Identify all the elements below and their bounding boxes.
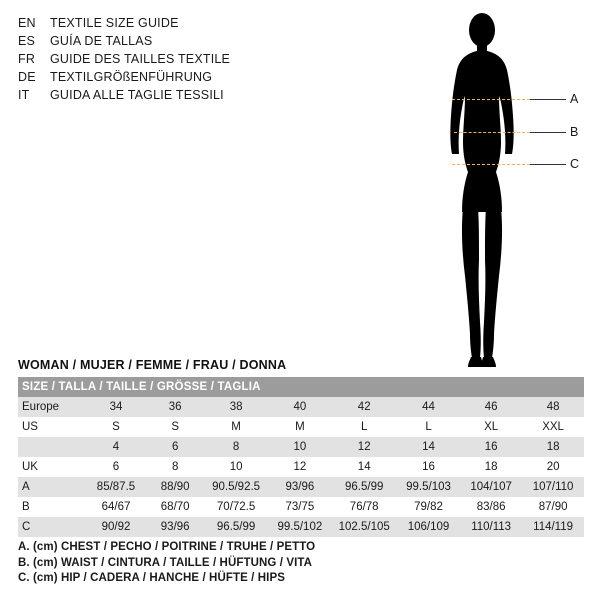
- cell-europe-0: 34: [86, 397, 147, 417]
- language-code-de: DE: [18, 70, 36, 84]
- table-row: [18, 457, 584, 477]
- legend-line-a: A. (cm) CHEST / PECHO / POITRINE / TRUHE / PETTO: [18, 541, 316, 553]
- cell-b-1: 68/70: [146, 497, 203, 517]
- language-title-block: [18, 14, 318, 104]
- cell-uk-0: 6: [86, 457, 147, 477]
- measure-line-b: [454, 132, 530, 133]
- cell-a-1: 88/90: [146, 477, 203, 497]
- row-label-europe: Europe: [18, 397, 86, 417]
- language-row-fr: [18, 50, 318, 68]
- woman-silhouette-icon: [432, 8, 592, 376]
- measure-line-c: [452, 164, 530, 165]
- cell-us-2: M: [204, 417, 268, 437]
- cell-usnum-0: 4: [86, 437, 147, 457]
- language-row-en: [18, 14, 318, 32]
- cell-a-2: 90.5/92.5: [204, 477, 268, 497]
- cell-uk-1: 8: [146, 457, 203, 477]
- table-row: [18, 437, 584, 457]
- row-label-us: US: [18, 417, 86, 437]
- language-title-en: TEXTILE SIZE GUIDE: [50, 16, 179, 30]
- table-row: [18, 397, 584, 417]
- table-row: [18, 417, 584, 437]
- cell-a-0: 85/87.5: [86, 477, 147, 497]
- cell-us-7: XXL: [522, 417, 584, 437]
- cell-uk-4: 14: [331, 457, 396, 477]
- cell-a-5: 99.5/103: [397, 477, 460, 497]
- cell-usnum-3: 10: [268, 437, 331, 457]
- cell-uk-6: 18: [460, 457, 522, 477]
- cell-c-7: 114/119: [522, 517, 584, 537]
- cell-europe-2: 38: [204, 397, 268, 417]
- row-label-us-numeric: [18, 437, 86, 457]
- cell-europe-7: 48: [522, 397, 584, 417]
- cell-b-2: 70/72.5: [204, 497, 268, 517]
- language-title-de: TEXTILGRÖßENFÜHRUNG: [50, 70, 213, 84]
- cell-c-0: 90/92: [86, 517, 147, 537]
- language-code-it: IT: [18, 88, 30, 102]
- body-figure: [432, 8, 592, 376]
- language-code-es: ES: [18, 34, 36, 48]
- cell-uk-5: 16: [397, 457, 460, 477]
- cell-b-4: 76/78: [331, 497, 396, 517]
- cell-b-5: 79/82: [397, 497, 460, 517]
- row-label-uk: UK: [18, 457, 86, 477]
- language-title-es: GUÍA DE TALLAS: [50, 34, 153, 48]
- table-caption: WOMAN / MUJER / FEMME / FRAU / DONNA: [18, 358, 287, 372]
- measure-pointer-c: [530, 164, 566, 165]
- cell-europe-1: 36: [146, 397, 203, 417]
- table-row: [18, 517, 584, 537]
- measure-label-c: C: [570, 157, 580, 171]
- cell-us-0: S: [86, 417, 147, 437]
- row-label-c: C: [18, 517, 86, 537]
- table-header-row: [18, 377, 584, 397]
- cell-usnum-4: 12: [331, 437, 396, 457]
- cell-c-3: 99.5/102: [268, 517, 331, 537]
- cell-c-2: 96.5/99: [204, 517, 268, 537]
- cell-a-6: 104/107: [460, 477, 522, 497]
- language-row-it: [18, 86, 318, 104]
- cell-europe-6: 46: [460, 397, 522, 417]
- language-row-es: [18, 32, 318, 50]
- cell-a-4: 96.5/99: [331, 477, 396, 497]
- cell-a-3: 93/96: [268, 477, 331, 497]
- language-code-fr: FR: [18, 52, 36, 66]
- cell-usnum-7: 18: [522, 437, 584, 457]
- cell-uk-2: 10: [204, 457, 268, 477]
- cell-usnum-1: 6: [146, 437, 203, 457]
- cell-us-5: L: [397, 417, 460, 437]
- table-row: [18, 477, 584, 497]
- cell-europe-3: 40: [268, 397, 331, 417]
- row-label-b: B: [18, 497, 86, 517]
- legend-line-c: C. (cm) HIP / CADERA / HANCHE / HÜFTE / HIPS: [18, 572, 286, 584]
- cell-c-6: 110/113: [460, 517, 522, 537]
- cell-us-4: L: [331, 417, 396, 437]
- size-table-area: [18, 358, 584, 537]
- cell-us-1: S: [146, 417, 203, 437]
- cell-us-3: M: [268, 417, 331, 437]
- cell-c-4: 102.5/105: [331, 517, 396, 537]
- language-row-de: [18, 68, 318, 86]
- measure-pointer-b: [530, 132, 566, 133]
- cell-uk-7: 20: [522, 457, 584, 477]
- cell-europe-4: 42: [331, 397, 396, 417]
- measure-label-a: A: [570, 92, 579, 106]
- language-title-it: GUIDA ALLE TAGLIE TESSILI: [50, 88, 224, 102]
- cell-b-7: 87/90: [522, 497, 584, 517]
- cell-us-6: XL: [460, 417, 522, 437]
- language-code-en: EN: [18, 16, 36, 30]
- table-row: [18, 497, 584, 517]
- cell-europe-5: 44: [397, 397, 460, 417]
- cell-b-6: 83/86: [460, 497, 522, 517]
- cell-b-0: 64/67: [86, 497, 147, 517]
- cell-usnum-6: 16: [460, 437, 522, 457]
- cell-a-7: 107/110: [522, 477, 584, 497]
- measure-label-b: B: [570, 125, 579, 139]
- cell-c-5: 106/109: [397, 517, 460, 537]
- measurement-legend: [18, 540, 578, 587]
- measure-pointer-a: [530, 99, 566, 100]
- measure-line-a: [452, 99, 530, 100]
- language-title-fr: GUIDE DES TAILLES TEXTILE: [50, 52, 231, 66]
- cell-c-1: 93/96: [146, 517, 203, 537]
- cell-usnum-5: 14: [397, 437, 460, 457]
- cell-b-3: 73/75: [268, 497, 331, 517]
- table-header-label: SIZE / TALLA / TAILLE / GRÖSSE / TAGLIA: [18, 377, 584, 397]
- legend-line-b: B. (cm) WAIST / CINTURA / TAILLE / HÜFTUNG / VITA: [18, 556, 313, 569]
- cell-uk-3: 12: [268, 457, 331, 477]
- row-label-a: A: [18, 477, 86, 497]
- size-table: [18, 377, 584, 537]
- cell-usnum-2: 8: [204, 437, 268, 457]
